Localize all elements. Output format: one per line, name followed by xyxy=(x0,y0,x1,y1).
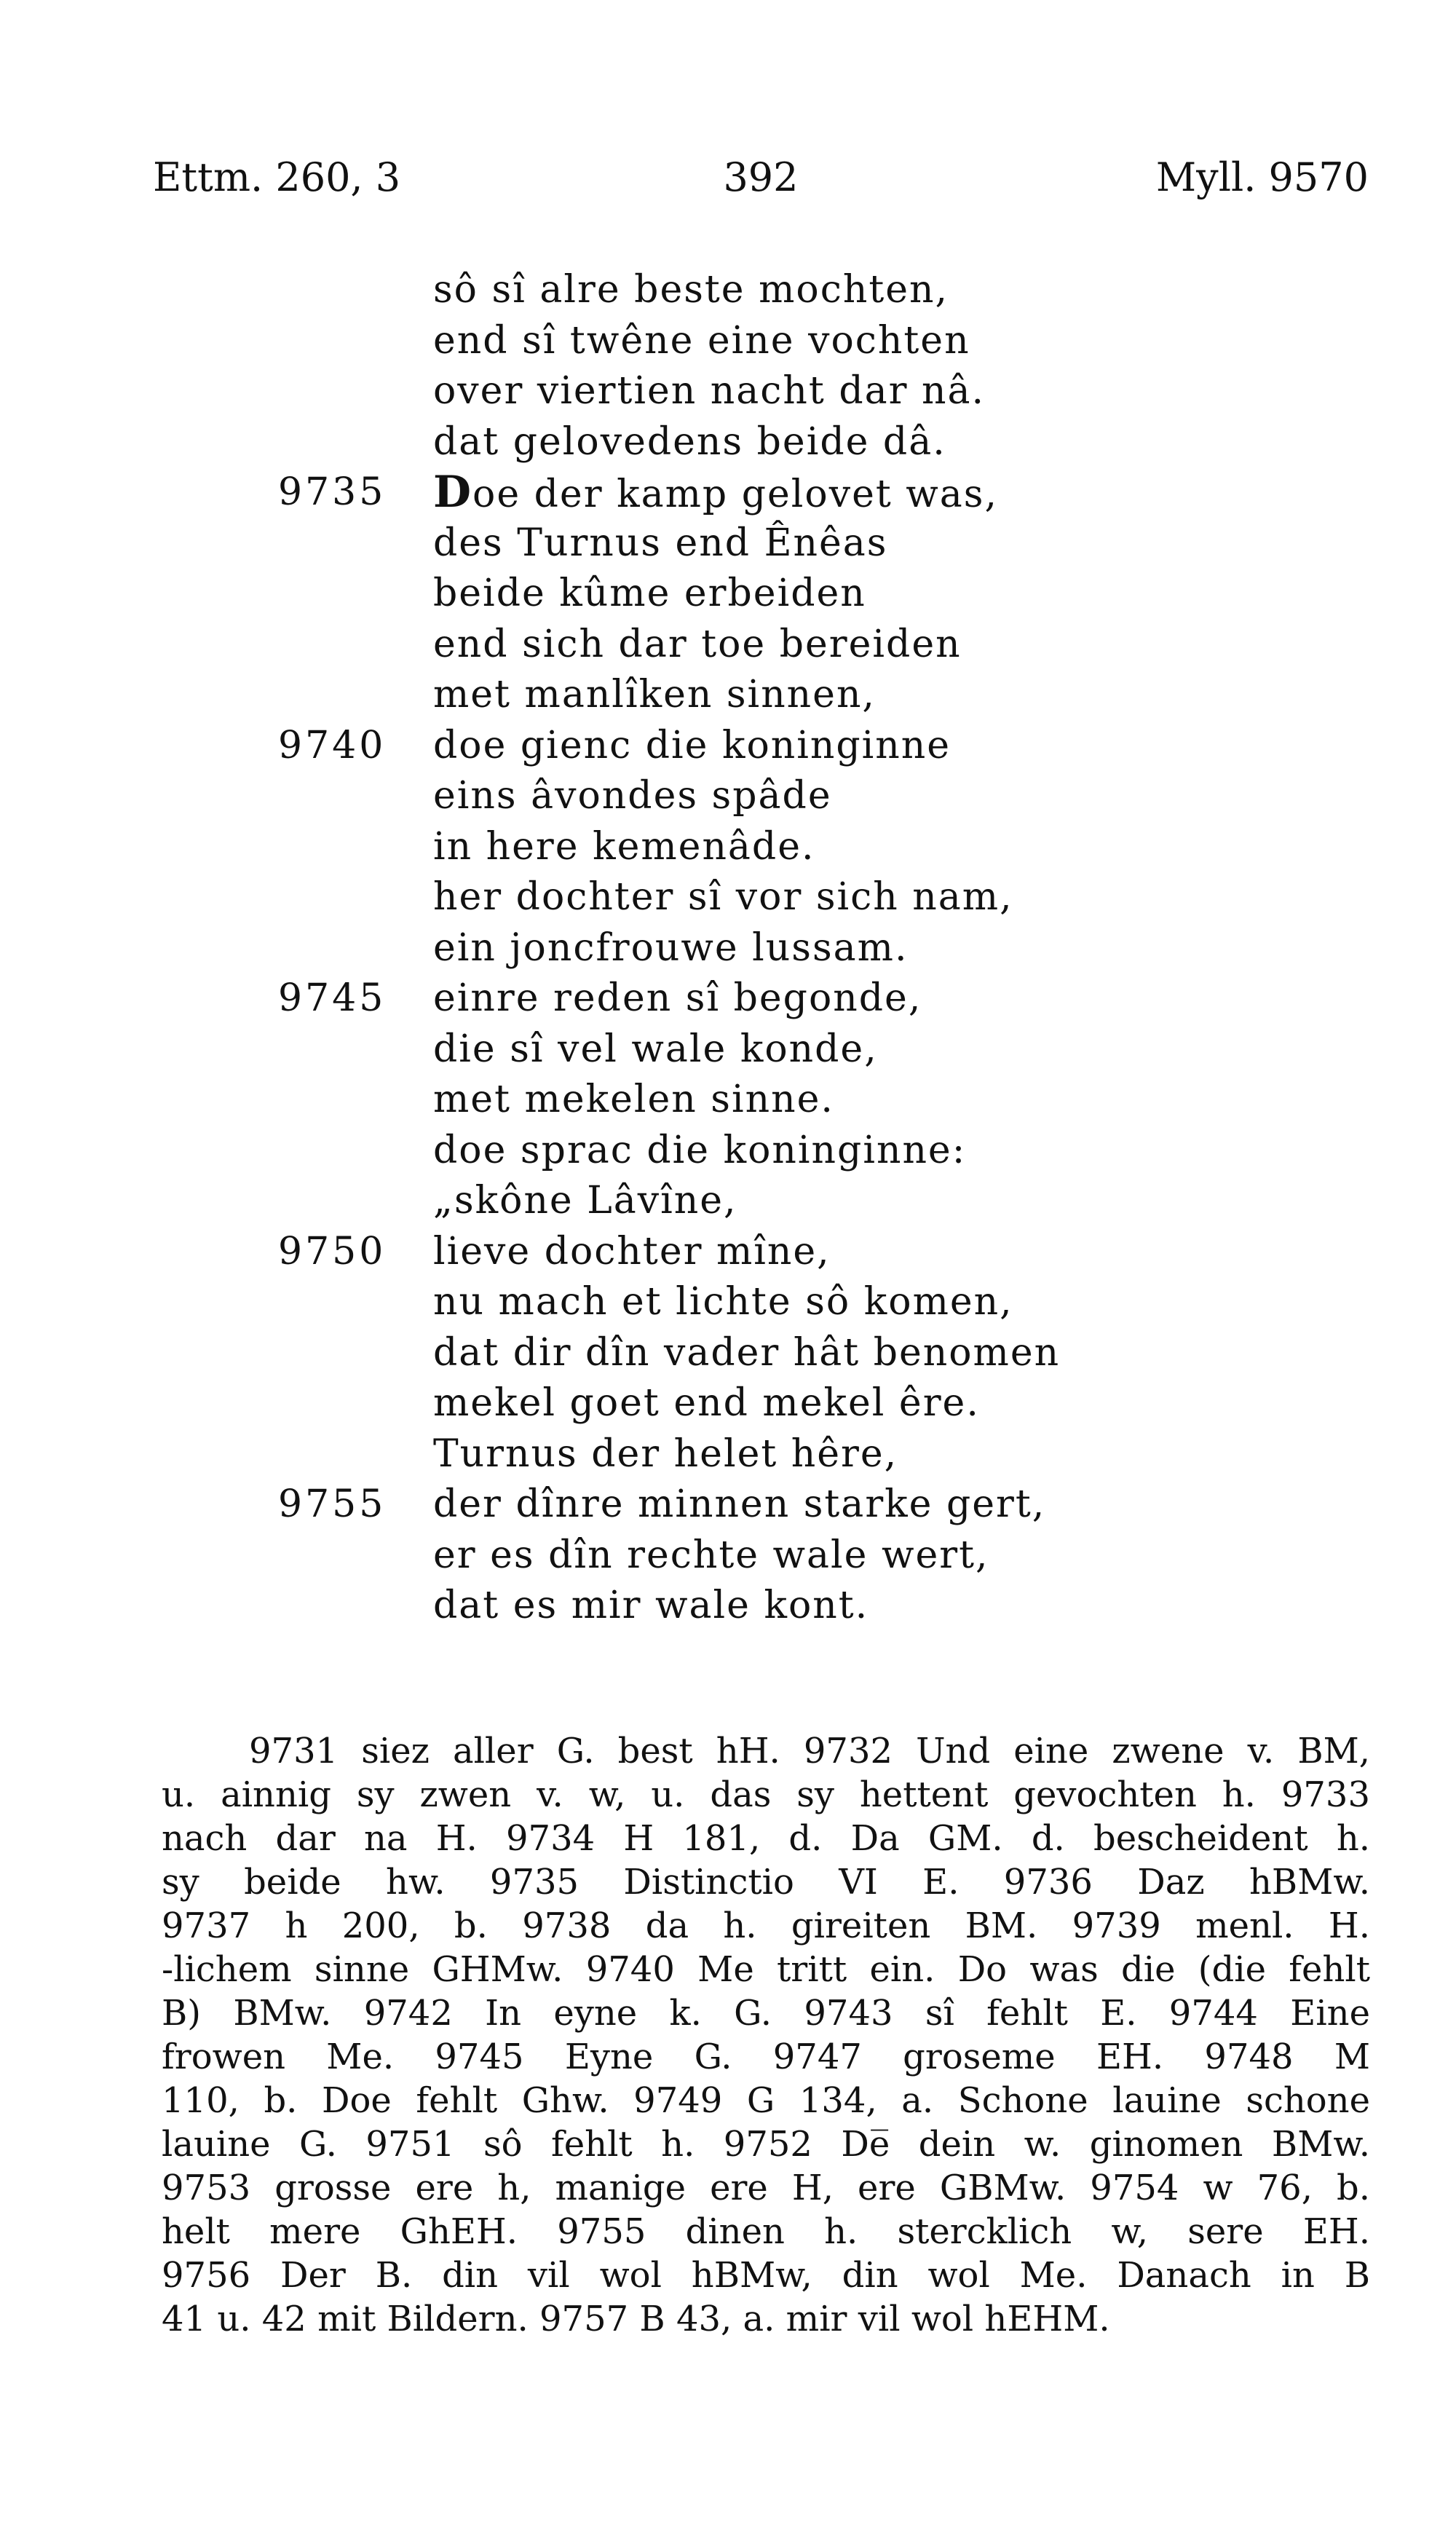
verse-text: end sî twêne eine vochten xyxy=(433,318,970,363)
apparatus-line: 9737 h 200, b. 9738 da h. gireiten BM. 9739 menl. H. xyxy=(162,1905,1370,1946)
apparatus-line: 110, b. Doe fehlt Ghw. 9749 G 134, a. Schone lauine schone xyxy=(162,2080,1370,2121)
verse-text-section-start: Doe der kamp gelovet was, xyxy=(433,467,999,518)
header-reference-ettmueller: Ettm. 260, 3 xyxy=(153,154,401,200)
verse-line xyxy=(0,1024,1456,1075)
verse-line xyxy=(0,1480,1456,1530)
verse-line xyxy=(0,822,1456,873)
apparatus-line: 9731 siez aller G. best hH. 9732 Und eine zwene v. BM, xyxy=(249,1731,1370,1771)
verse-text: ein joncfrouwe lussam. xyxy=(433,925,909,970)
verse-line xyxy=(0,1378,1456,1429)
verse-line xyxy=(0,1530,1456,1581)
verse-text: mekel goet end mekel êre. xyxy=(433,1381,980,1425)
verse-number: 9750 xyxy=(278,1229,387,1273)
verse-line xyxy=(0,872,1456,923)
verse-text: einre reden sî begonde, xyxy=(433,976,922,1020)
apparatus-line: 9756 Der B. din vil wol hBMw, din wol Me. Danach in B xyxy=(162,2255,1370,2296)
verse-text: over viertien nacht dar nâ. xyxy=(433,369,986,413)
verse-line xyxy=(0,1176,1456,1227)
verse-text: Turnus der helet hêre, xyxy=(433,1431,898,1476)
verse-text: her dochter sî vor sich nam, xyxy=(433,875,1013,919)
verse-text: met manlîken sinnen, xyxy=(433,673,876,716)
page-number: 392 xyxy=(723,154,799,200)
apparatus-line: helt mere GhEH. 9755 dinen h. stercklich w, sere EH. xyxy=(162,2211,1370,2252)
apparatus-line: B) BMw. 9742 In eyne k. G. 9743 sî fehlt E. 9744 Eine xyxy=(162,1993,1370,2034)
verse-text: beide kûme erbeiden xyxy=(433,572,866,615)
verse-line xyxy=(0,923,1456,974)
verse-line xyxy=(0,1328,1456,1379)
page-header xyxy=(153,154,1369,213)
verse-line xyxy=(0,620,1456,671)
verse-text: er es dîn rechte wale wert, xyxy=(433,1533,989,1577)
apparatus-line: nach dar na H. 9734 H 181, d. Da GM. d. bescheident h. xyxy=(162,1818,1370,1859)
verse-text: doe sprac die koninginne: xyxy=(433,1128,967,1172)
apparatus-line: 41 u. 42 mit Bildern. 9757 B 43, a. mir vil wol hEHM. xyxy=(162,2299,1110,2339)
verse-line xyxy=(0,1126,1456,1177)
critical-apparatus xyxy=(162,1729,1370,2341)
apparatus-line: lauine G. 9751 sô fehlt h. 9752 De̅ dein w. ginomen BMw. xyxy=(162,2124,1370,2165)
verse-text: „skône Lâvîne, xyxy=(433,1179,737,1222)
verse-text: lieve dochter mîne, xyxy=(433,1229,831,1273)
verse-text: der dînre minnen starke gert, xyxy=(433,1482,1046,1526)
verse-number: 9735 xyxy=(278,470,387,514)
verse-number: 9755 xyxy=(278,1482,387,1526)
apparatus-line: 9753 grosse ere h, manige ere H, ere GBMw. 9754 w 76, b. xyxy=(162,2168,1370,2208)
verse-line xyxy=(0,366,1456,417)
verse-line xyxy=(0,670,1456,721)
verse-block xyxy=(0,265,1456,1632)
apparatus-line: frowen Me. 9745 Eyne G. 9747 groseme EH. 9748 M xyxy=(162,2037,1370,2077)
apparatus-line: -lichem sinne GHMw. 9740 Me tritt ein. Do was die (die fehlt xyxy=(162,1949,1370,1990)
verse-line xyxy=(0,1075,1456,1126)
verse-line xyxy=(0,265,1456,316)
verse-text: des Turnus end Ênêas xyxy=(433,521,888,565)
verse-line xyxy=(0,721,1456,772)
verse-text: doe gienc die koninginne xyxy=(433,723,951,767)
verse-text: die sî vel wale konde, xyxy=(433,1027,878,1071)
header-reference-myller: Myll. 9570 xyxy=(1155,154,1369,200)
apparatus-line: u. ainnig sy zwen v. w, u. das sy hettent gevochten h. 9733 xyxy=(162,1774,1370,1815)
verse-number: 9740 xyxy=(278,723,387,767)
verse-number: 9745 xyxy=(278,976,387,1020)
verse-text: nu mach et lichte sô komen, xyxy=(433,1280,1013,1324)
verse-line xyxy=(0,1429,1456,1480)
verse-text: dat dir dîn vader hât benomen xyxy=(433,1330,1061,1375)
verse-line xyxy=(0,771,1456,822)
verse-line xyxy=(0,569,1456,620)
verse-text: sô sî alre beste mochten, xyxy=(433,268,949,312)
verse-line xyxy=(0,1227,1456,1278)
apparatus-line: sy beide hw. 9735 Distinctio VI E. 9736 Daz hBMw. xyxy=(162,1862,1370,1903)
verse-line xyxy=(0,467,1456,518)
verse-line xyxy=(0,973,1456,1024)
verse-line xyxy=(0,1581,1456,1632)
verse-text: dat gelovedens beide dâ. xyxy=(433,419,946,464)
verse-text: in here kemenâde. xyxy=(433,824,815,869)
verse-line xyxy=(0,417,1456,468)
verse-text: eins âvondes spâde xyxy=(433,774,832,818)
verse-line xyxy=(0,1277,1456,1328)
verse-line xyxy=(0,316,1456,367)
verse-text: end sich dar toe bereiden xyxy=(433,622,962,666)
verse-text: met mekelen sinne. xyxy=(433,1078,834,1121)
verse-text: dat es mir wale kont. xyxy=(433,1584,869,1627)
verse-line xyxy=(0,518,1456,569)
